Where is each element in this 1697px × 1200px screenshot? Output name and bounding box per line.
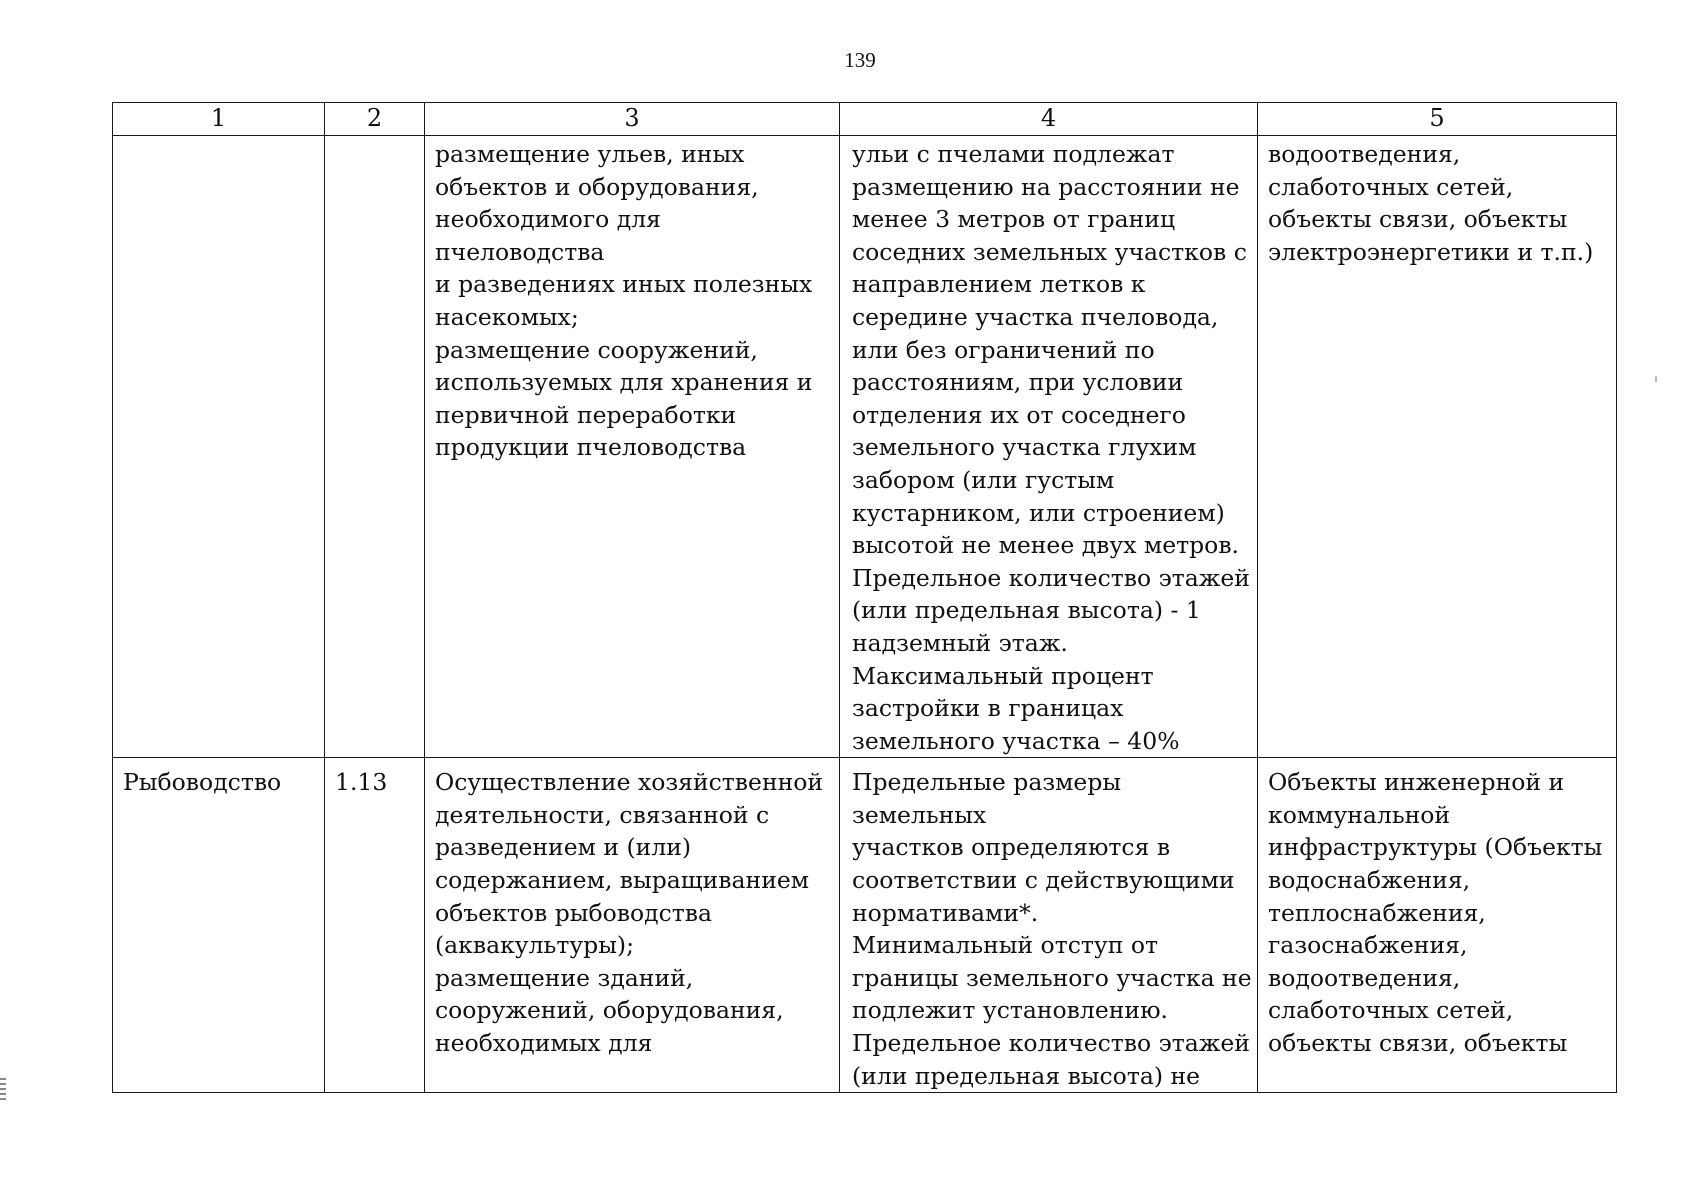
- land-use-code: 1.13: [335, 768, 388, 797]
- auxiliary-uses: водоотведения, слаботочных сетей, объекты связи, объекты электроэнергетики и т.п.): [1268, 140, 1594, 266]
- land-use-description-cell: [425, 136, 840, 758]
- auxiliary-uses: Объекты инженерной и коммунальной инфраструктуры (Объекты водоснабжения, теплоснабжения, газоснабжения, водоотведения, слаботочных сетей, объекты связи, объекты: [1268, 768, 1603, 1058]
- land-use-name-cell: [113, 758, 325, 1093]
- land-use-table: [112, 102, 1617, 1093]
- column-header-3: 3: [425, 103, 840, 136]
- land-use-code: [325, 136, 424, 138]
- land-use-parameters: ульи с пчелами подлежат размещению на расстоянии не менее 3 метров от границ соседних земельных участков с направлением летков к середине участка пчеловода, или без ограничений по расстояниям, при условии отделения их от соседнего земельного участка глухим забором (или густым кустарником, или строением) высотой не менее двух метров. Предельное количество этажей (или предельная высота) - 1 надземный этаж. Максимальный процент застройки в границах земельного участка – 40%: [852, 140, 1250, 755]
- auxiliary-uses-cell: [1258, 758, 1617, 1093]
- scan-artifact: [0, 1078, 6, 1100]
- table-header-row: [113, 103, 1617, 136]
- column-header-4: 4: [840, 103, 1258, 136]
- land-use-parameters-cell: [840, 758, 1258, 1093]
- auxiliary-uses-cell: [1258, 136, 1617, 758]
- land-use-description-cell: [425, 758, 840, 1093]
- column-header-5: 5: [1258, 103, 1617, 136]
- table-row: [113, 136, 1617, 758]
- land-use-name: [113, 136, 324, 138]
- land-use-parameters-cell: [840, 136, 1258, 758]
- land-use-description: размещение ульев, иных объектов и оборудования, необходимого для пчеловодства и разведениях иных полезных насекомых; размещение сооружений, используемых для хранения и первичной переработки продукции пчеловодства: [435, 140, 813, 462]
- page-number: 139: [844, 48, 876, 72]
- land-use-name-cell: [113, 136, 325, 758]
- land-use-description: Осуществление хозяйственной деятельности, связанной с разведением и (или) содержанием, выращиванием объектов рыбоводства (аквакультуры); размещение зданий, сооружений, оборудования, необходимых для: [435, 768, 824, 1058]
- column-header-1: 1: [113, 103, 325, 136]
- table-row: [113, 758, 1617, 1093]
- land-use-name: Рыбоводство: [123, 768, 282, 797]
- land-use-code-cell: [325, 758, 425, 1093]
- column-header-2: 2: [325, 103, 425, 136]
- land-use-parameters: Предельные размеры земельных участков определяются в соответствии с действующими нормативами*. Минимальный отступ от границы земельного участка не подлежит установлению. Предельное количество этажей (или предельная высота) не: [852, 768, 1252, 1090]
- land-use-code-cell: [325, 136, 425, 758]
- scan-artifact: [1655, 376, 1657, 382]
